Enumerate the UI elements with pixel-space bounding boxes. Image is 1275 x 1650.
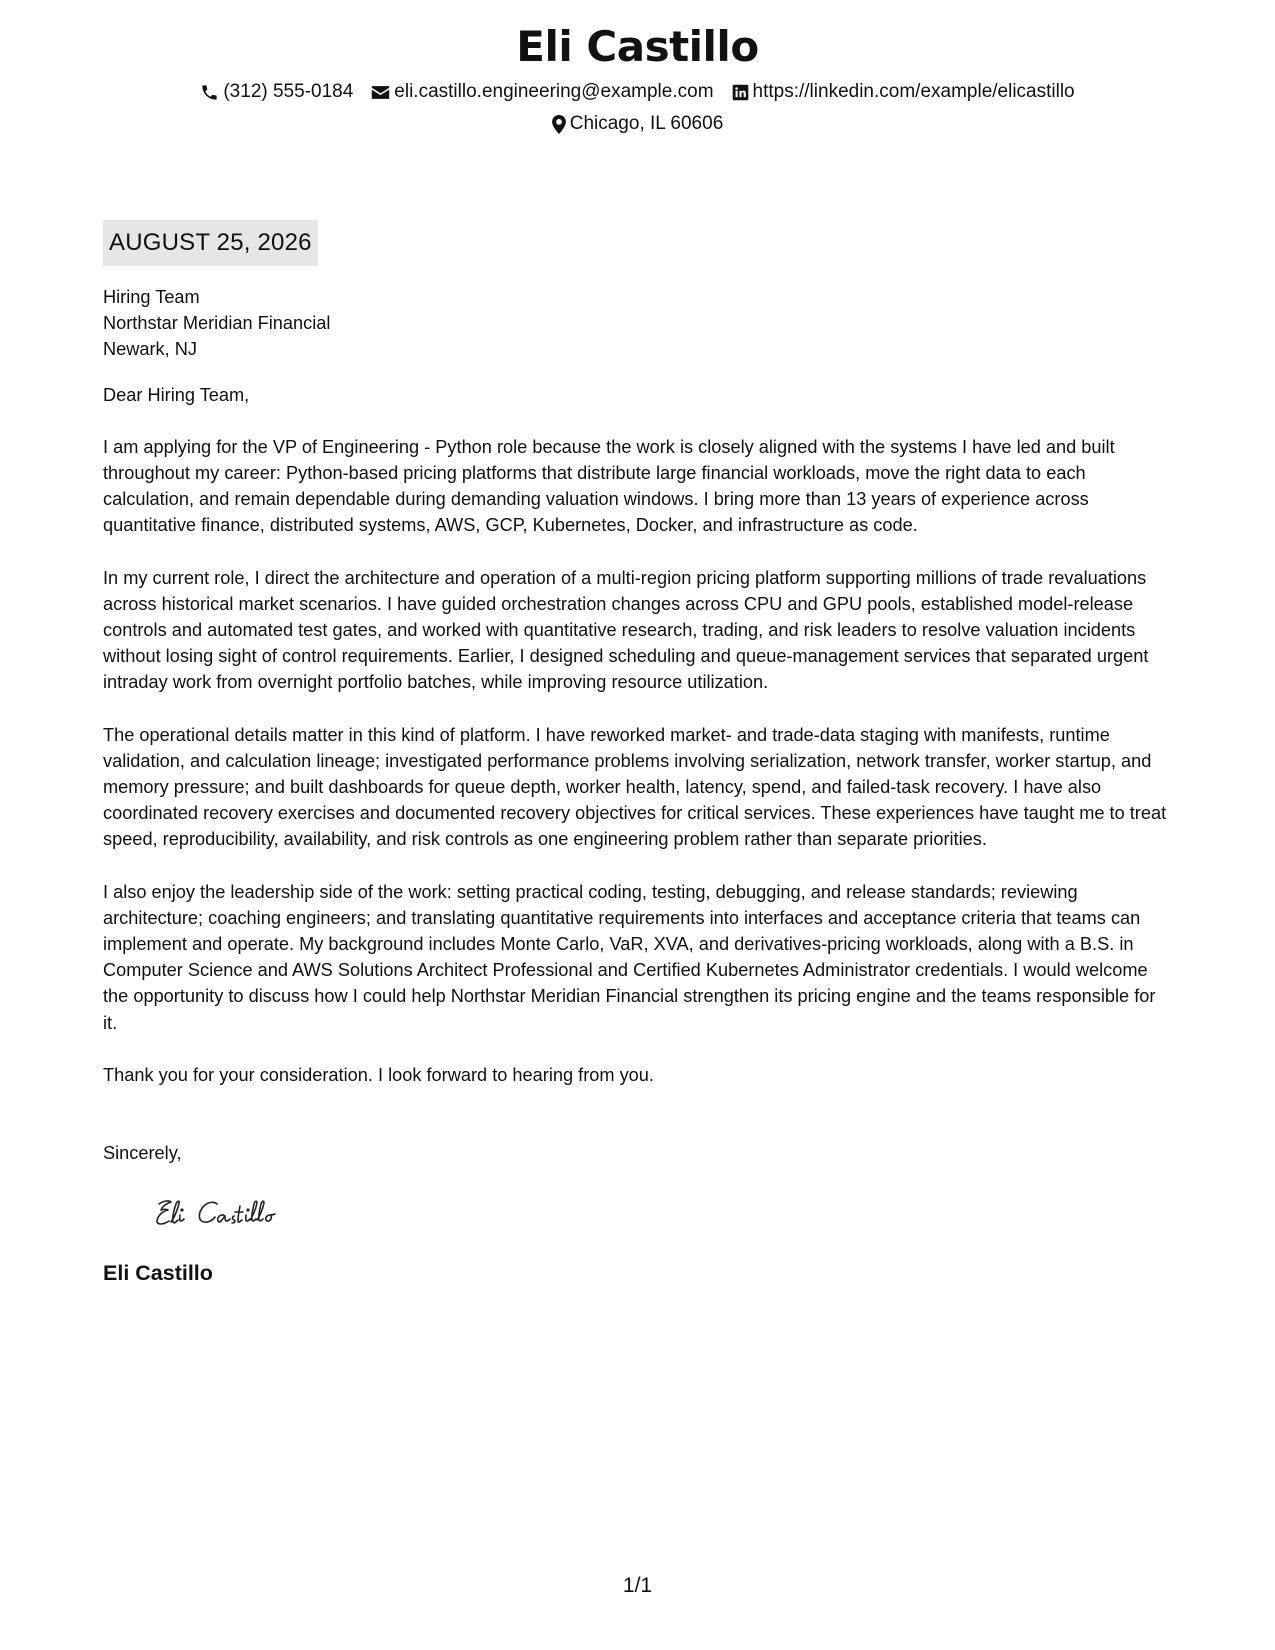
letter-body: [103, 220, 1173, 1288]
page-indicator: 1/1: [622, 1574, 653, 1597]
location-text: Chicago, IL 60606: [569, 113, 724, 134]
phone-text: (312) 555-0184: [223, 81, 354, 102]
linkedin-icon: [732, 84, 749, 101]
letter-date: AUGUST 25, 2026: [103, 220, 318, 266]
location-line: [0, 110, 1275, 138]
body-paragraph: The operational details matter in this kind of platform. I have reworked market- and trade-data staging with manifests, runtime validation, and calculation lineage; investigated performance problems involving serialization, network transfer, worker startup, and memory pressure; and built dashboards for queue depth, worker health, latency, spend, and failed-task recovery. I have also coordinated recovery exercises and documented recovery objectives for critical services. These experiences have taught me to treat speed, reproducibility, availability, and risk controls as one engineering problem rather than separate priorities.: [103, 724, 1167, 850]
signer-name: Eli Castillo: [103, 1261, 213, 1286]
letter-header: [0, 18, 1275, 138]
recipient-block: [103, 284, 1173, 363]
closing: Sincerely,: [103, 1143, 182, 1164]
contact-linkedin[interactable]: [732, 78, 1075, 106]
body-paragraph: In my current role, I direct the architecture and operation of a multi-region pricing platform supporting millions of trade revaluations across historical market scenarios. I have guided orchestration changes across CPU and GPU pools, established model-release controls and automated test gates, and worked with quantitative research, trading, and risk leaders to resolve valuation incidents without losing sight of control requirements. Earlier, I designed scheduling and queue-management services that separated urgent intraday work from overnight portfolio batches, while improving resource utilization.: [103, 567, 1149, 693]
email-text: eli.castillo.engineering@example.com: [394, 81, 714, 102]
body-paragraph: Thank you for your consideration. I look forward to hearing from you.: [103, 1064, 654, 1085]
phone-icon: [200, 83, 219, 102]
body-paragraph: I am applying for the VP of Engineering - Python role because the work is closely aligned with the systems I have led and built throughout my career: Python-based pricing platforms that distribute large financial workloads, move the right data to each calculation, and remain dependable during demanding valuation windows. I bring more than 13 years of experience across quantitative finance, distributed systems, AWS, GCP, Kubernetes, Docker, and infrastructure as code.: [103, 436, 1115, 536]
contact-line: [0, 78, 1275, 106]
handwritten-signature: [145, 1192, 1173, 1236]
body-paragraph: I also enjoy the leadership side of the work: setting practical coding, testing, debugging, and release standards; reviewing architecture; coaching engineers; and translating quantitative requirements into interfaces and acceptance criteria that teams can implement and operate. My background includes Monte Carlo, VaR, XVA, and derivatives-pricing workloads, along with a B.S. in Computer Science and AWS Solutions Architect Professional and Certified Kubernetes Administrator credentials. I would welcome the opportunity to discuss how I could help Northstar Meridian Financial strengthen its pricing engine and the teams responsible for it.: [103, 881, 1156, 1033]
contact-phone: [200, 78, 353, 106]
recipient-line: Hiring Team: [103, 287, 200, 307]
contact-location: [552, 110, 724, 138]
salutation: Dear Hiring Team,: [103, 384, 250, 405]
contact-email[interactable]: [371, 78, 713, 106]
recipient-company: Northstar Meridian Financial: [103, 313, 331, 334]
envelope-icon: [371, 85, 390, 100]
map-pin-icon: [552, 115, 566, 134]
applicant-name: Eli Castillo: [516, 22, 759, 71]
linkedin-text: https://linkedin.com/example/elicastillo: [752, 81, 1075, 102]
recipient-location: Newark, NJ: [103, 339, 197, 360]
